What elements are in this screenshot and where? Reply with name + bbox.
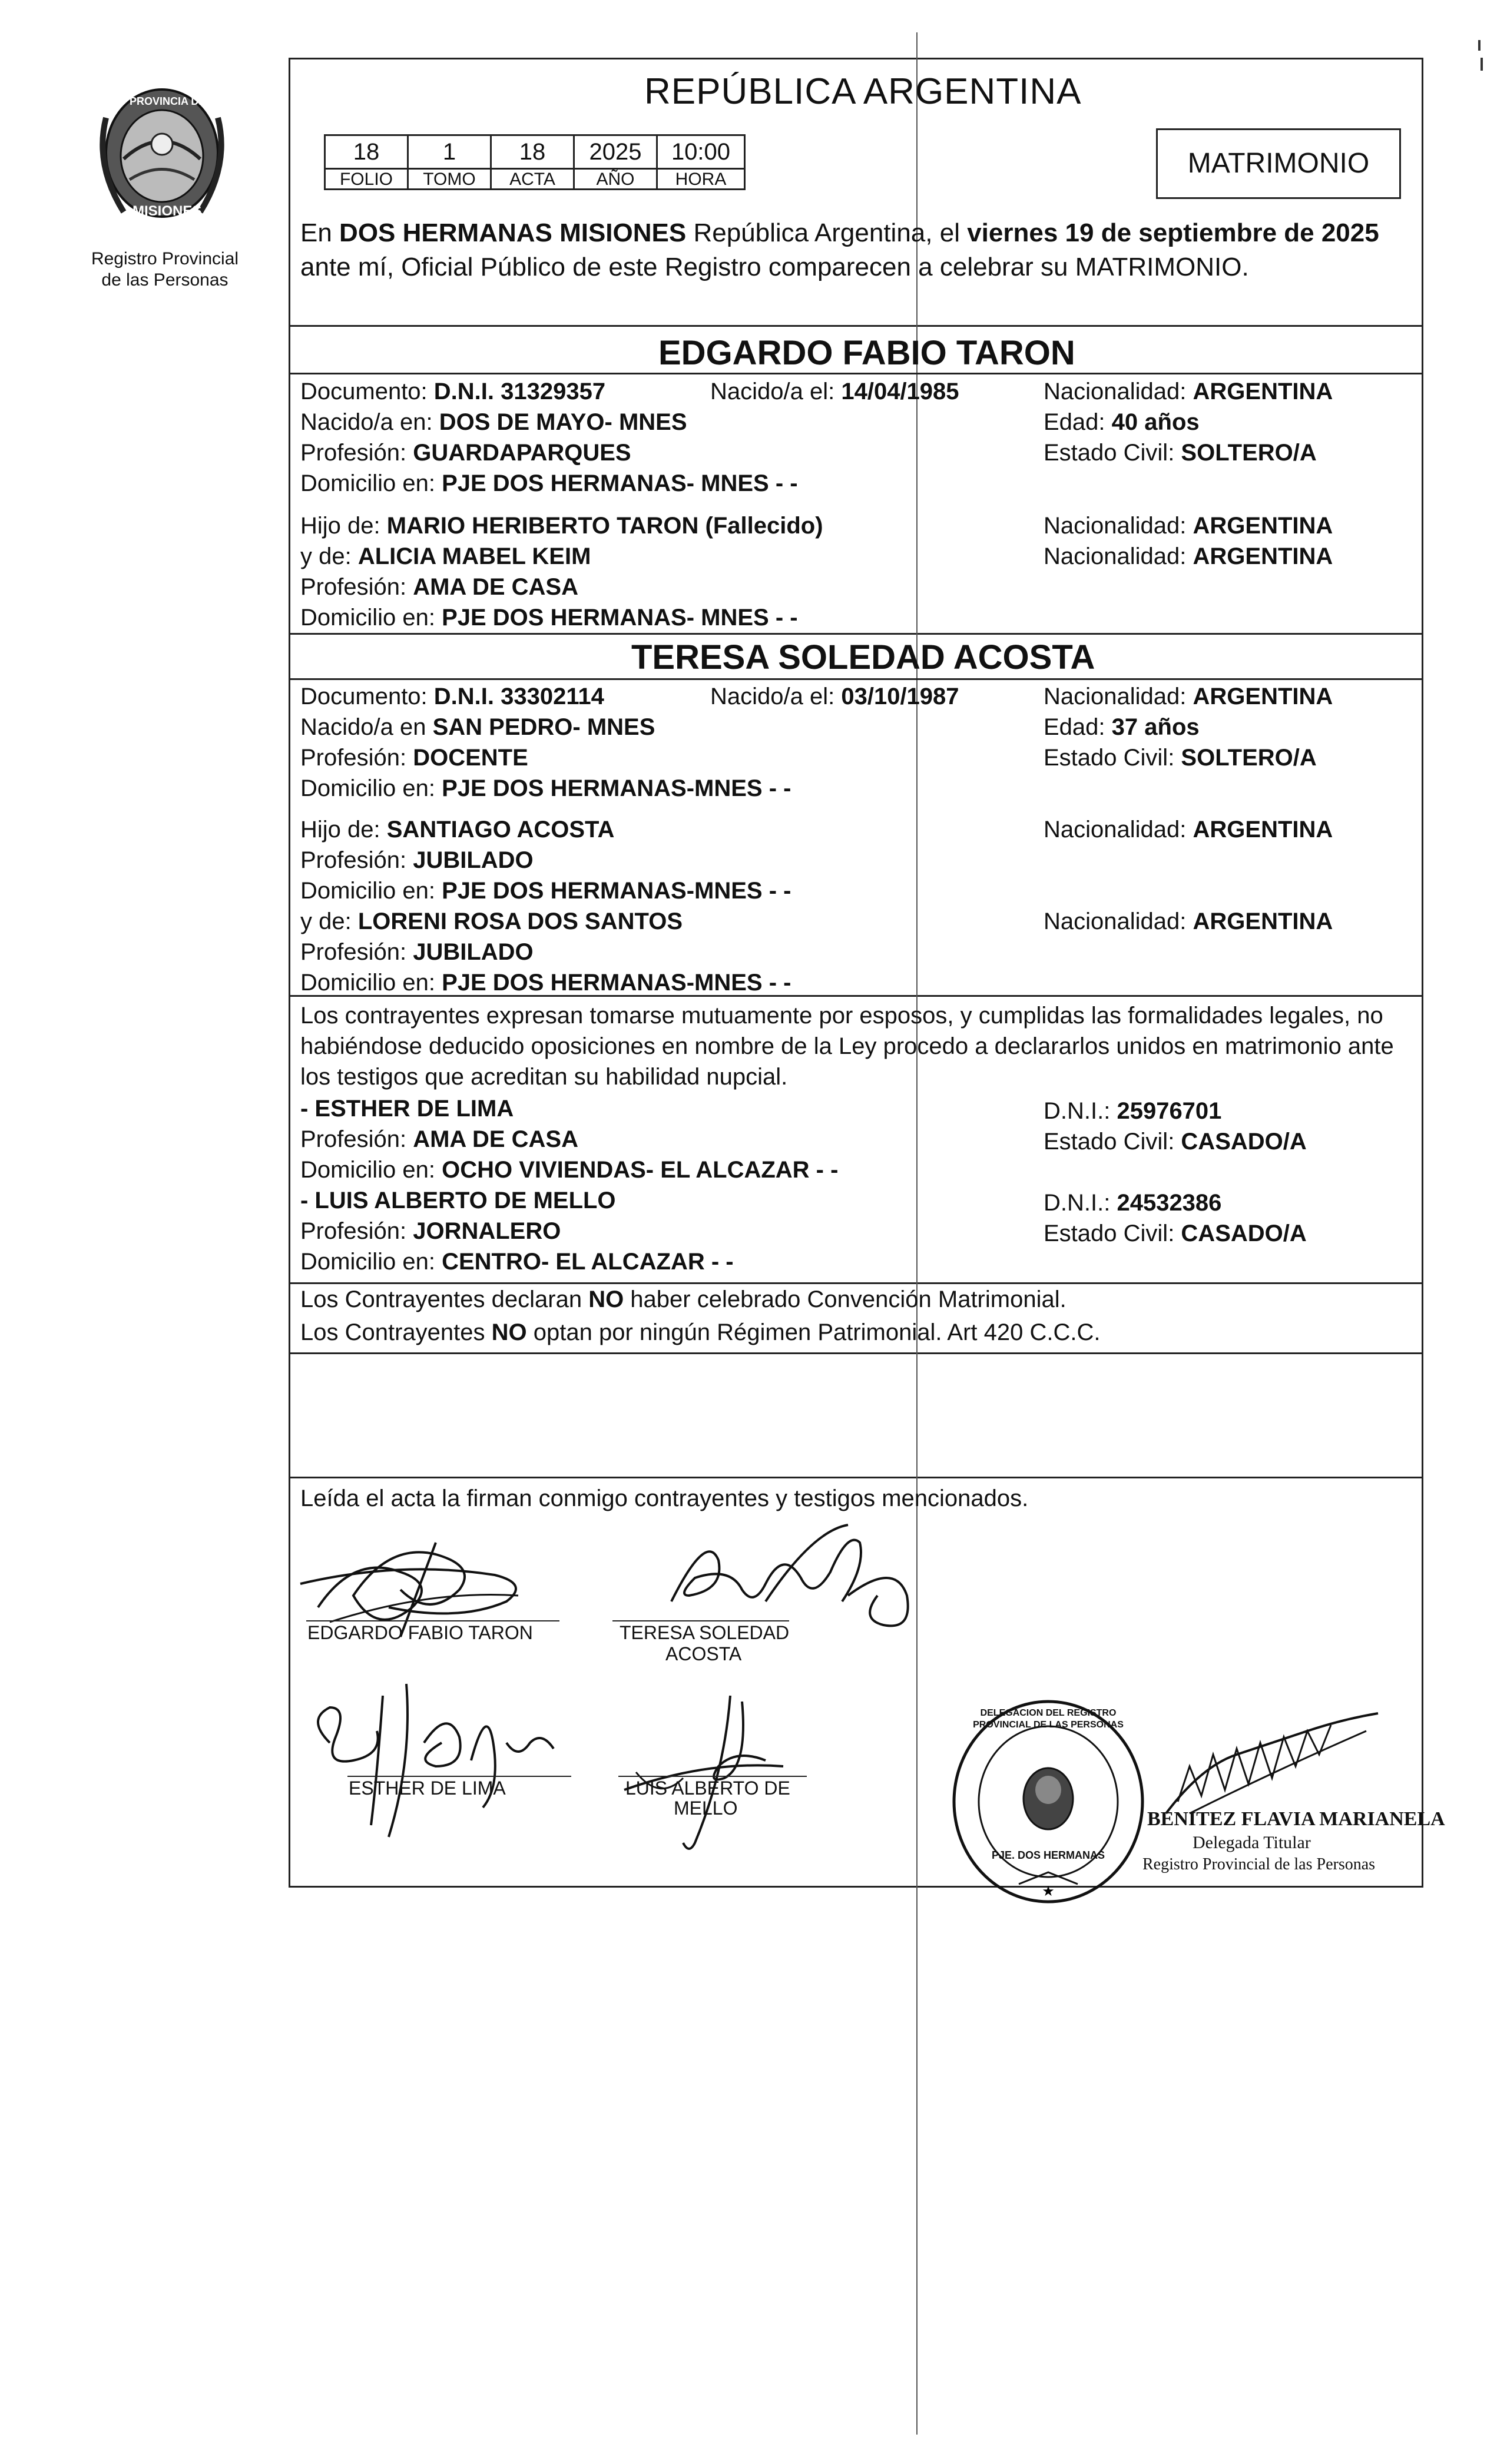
witness1-civil: Estado Civil: CASADO/A [1044, 1129, 1307, 1155]
witness2-signature-label-1: LUIS ALBERTO DE [625, 1777, 790, 1799]
spouse1-age: Edad: 40 años [1044, 409, 1200, 435]
witness1-signature-label: ESTHER DE LIMA [349, 1777, 506, 1799]
acta-value: 18 [490, 134, 575, 170]
spouse2-born: Nacido/a el: 03/10/1987 [710, 684, 959, 709]
registry-logo [82, 82, 241, 236]
hora-label: HORA [656, 168, 746, 190]
intro-place: DOS HERMANAS MISIONES [339, 218, 687, 247]
scan-mark [1480, 58, 1483, 71]
intro-line2: ante mí, Oficial Público de este Registro comparecen a celebrar su MATRIMONIO. [300, 253, 1249, 281]
spouse2-signature-label-1: TERESA SOLEDAD [620, 1622, 790, 1643]
intro-date: viernes 19 de septiembre de 2025 [967, 218, 1379, 247]
witness2-signature [589, 1684, 848, 1861]
spouse2-father-nat: Nacionalidad: ARGENTINA [1044, 817, 1333, 843]
spouse2-nat: Nacionalidad: ARGENTINA [1044, 684, 1333, 709]
closing-text: Leída el acta la firman conmigo contrayentes y testigos mencionados. [300, 1485, 1029, 1511]
spouse2-domicile: Domicilio en: PJE DOS HERMANAS-MNES - - [300, 775, 791, 801]
spouse2-mother-profession: Profesión: JUBILADO [300, 939, 534, 965]
spouse2-profession: Profesión: DOCENTE [300, 745, 528, 771]
spouse1-mother-profession: Profesión: AMA DE CASA [300, 574, 578, 600]
witness1-profession: Profesión: AMA DE CASA [300, 1126, 578, 1152]
declaration-line2: habiéndose deducido oposiciones en nombre de la Ley procedo a declararlos unidos en matrimonio ante [300, 1033, 1394, 1059]
convention-line1: Los Contrayentes declaran NO haber celebrado Convención Matrimonial. [300, 1286, 1067, 1312]
spouse1-birthplace: Nacido/a en: DOS DE MAYO- MNES [300, 409, 687, 435]
spouse1-signature-label: EDGARDO FABIO TARON [307, 1622, 533, 1643]
spouse2-father-domicile: Domicilio en: PJE DOS HERMANAS-MNES - - [300, 878, 791, 904]
acta-label: ACTA [490, 168, 575, 190]
spouse1-profession: Profesión: GUARDAPARQUES [300, 440, 631, 466]
spouse1-doc: Documento: D.N.I. 31329357 [300, 379, 606, 404]
act-type-box: MATRIMONIO [1156, 128, 1401, 199]
declaration-line1: Los contrayentes expresan tomarse mutuamente por esposos, y cumplidas las formalidades legales, no [300, 1003, 1383, 1029]
tomo-value: 1 [407, 134, 492, 170]
spouse1-father-nat: Nacionalidad: ARGENTINA [1044, 513, 1333, 539]
spouse2-mother-domicile: Domicilio en: PJE DOS HERMANAS-MNES - - [300, 970, 791, 996]
divider-spouse1-name [289, 373, 1423, 374]
spouse1-father: Hijo de: MARIO HERIBERTO TARON (Fallecido) [300, 513, 823, 539]
divider-header [289, 325, 1423, 327]
intro-text-b: República Argentina, el [686, 218, 968, 247]
anio-label: AÑO [573, 168, 658, 190]
spouse2-mother-nat: Nacionalidad: ARGENTINA [1044, 908, 1333, 934]
intro-line1 [300, 217, 1379, 250]
spouse1-born: Nacido/a el: 14/04/1985 [710, 379, 959, 404]
spouse2-birthplace: Nacido/a en SAN PEDRO- MNES [300, 714, 655, 740]
intro-text-a: En [300, 218, 340, 247]
spouse1-domicile: Domicilio en: PJE DOS HERMANAS- MNES - - [300, 470, 798, 496]
witness2-signature-label-2: MELLO [674, 1798, 738, 1819]
witness1-dni: D.N.I.: 25976701 [1044, 1098, 1222, 1124]
declaration-line3: los testigos que acreditan su habilidad nupcial. [300, 1064, 788, 1090]
logo-caption-line2: de las Personas [101, 270, 228, 290]
folio-label: FOLIO [324, 168, 409, 190]
divider-convention [289, 1282, 1423, 1284]
logo-caption-line1: Registro Provincial [91, 249, 239, 268]
spouse1-mother-nat: Nacionalidad: ARGENTINA [1044, 543, 1333, 569]
seal-top-text: PROVINCIA DE [130, 95, 206, 107]
spouse2-age: Edad: 37 años [1044, 714, 1200, 740]
stamp-ring-text: DELEGACION DEL REGISTRO PROVINCIAL DE LAS PERSONAS [973, 1708, 1124, 1730]
page-title: REPÚBLICA ARGENTINA [644, 71, 1082, 112]
divider-blank [289, 1352, 1423, 1354]
witness2-domicile: Domicilio en: CENTRO- EL ALCAZAR - - [300, 1249, 734, 1275]
divider-spouse2-name [289, 678, 1423, 680]
spouse1-name: EDGARDO FABIO TARON [658, 334, 1075, 372]
witness2-dni: D.N.I.: 24532386 [1044, 1190, 1222, 1216]
officer-organization: Registro Provincial de las Personas [1142, 1855, 1376, 1873]
hora-value: 10:00 [656, 134, 746, 170]
spouse2-father-profession: Profesión: JUBILADO [300, 847, 534, 873]
spouse2-name: TERESA SOLEDAD ACOSTA [631, 638, 1095, 676]
seal-bottom-text: MISIONES [133, 203, 202, 219]
stamp-center-text: PJE. DOS HERMANAS [991, 1849, 1105, 1861]
scan-mark [1478, 40, 1480, 51]
spouse1-mother-domicile: Domicilio en: PJE DOS HERMANAS- MNES - - [300, 605, 798, 631]
spouse2-father: Hijo de: SANTIAGO ACOSTA [300, 817, 615, 843]
spouse1-civil: Estado Civil: SOLTERO/A [1044, 440, 1317, 466]
divider-closing [289, 1477, 1423, 1478]
spouse1-nat: Nacionalidad: ARGENTINA [1044, 379, 1333, 404]
tomo-label: TOMO [407, 168, 492, 190]
divider-spouse2 [289, 633, 1423, 635]
officer-role: Delegada Titular [1193, 1833, 1311, 1852]
officer-signature [1154, 1696, 1390, 1825]
witness1-domicile: Domicilio en: OCHO VIVIENDAS- EL ALCAZAR - - [300, 1157, 839, 1183]
witness1-signature [294, 1672, 601, 1849]
officer-name: BENITEZ FLAVIA MARIANELA [1147, 1808, 1445, 1830]
anio-value: 2025 [573, 134, 658, 170]
spouse2-signature-label-2: ACOSTA [665, 1643, 742, 1664]
spouse1-mother: y de: ALICIA MABEL KEIM [300, 543, 591, 569]
witness2-profession: Profesión: JORNALERO [300, 1218, 561, 1244]
spouse2-mother: y de: LORENI ROSA DOS SANTOS [300, 908, 683, 934]
folio-value: 18 [324, 134, 409, 170]
spouse2-doc: Documento: D.N.I. 33302114 [300, 684, 604, 709]
convention-line2: Los Contrayentes NO optan por ningún Régimen Patrimonial. Art 420 C.C.C. [300, 1319, 1101, 1345]
witness2-name: - LUIS ALBERTO DE MELLO [300, 1188, 616, 1213]
svg-text:★: ★ [1042, 1883, 1055, 1899]
witness2-civil: Estado Civil: CASADO/A [1044, 1221, 1307, 1246]
witness1-name: - ESTHER DE LIMA [300, 1096, 514, 1122]
spouse2-civil: Estado Civil: SOLTERO/A [1044, 745, 1317, 771]
